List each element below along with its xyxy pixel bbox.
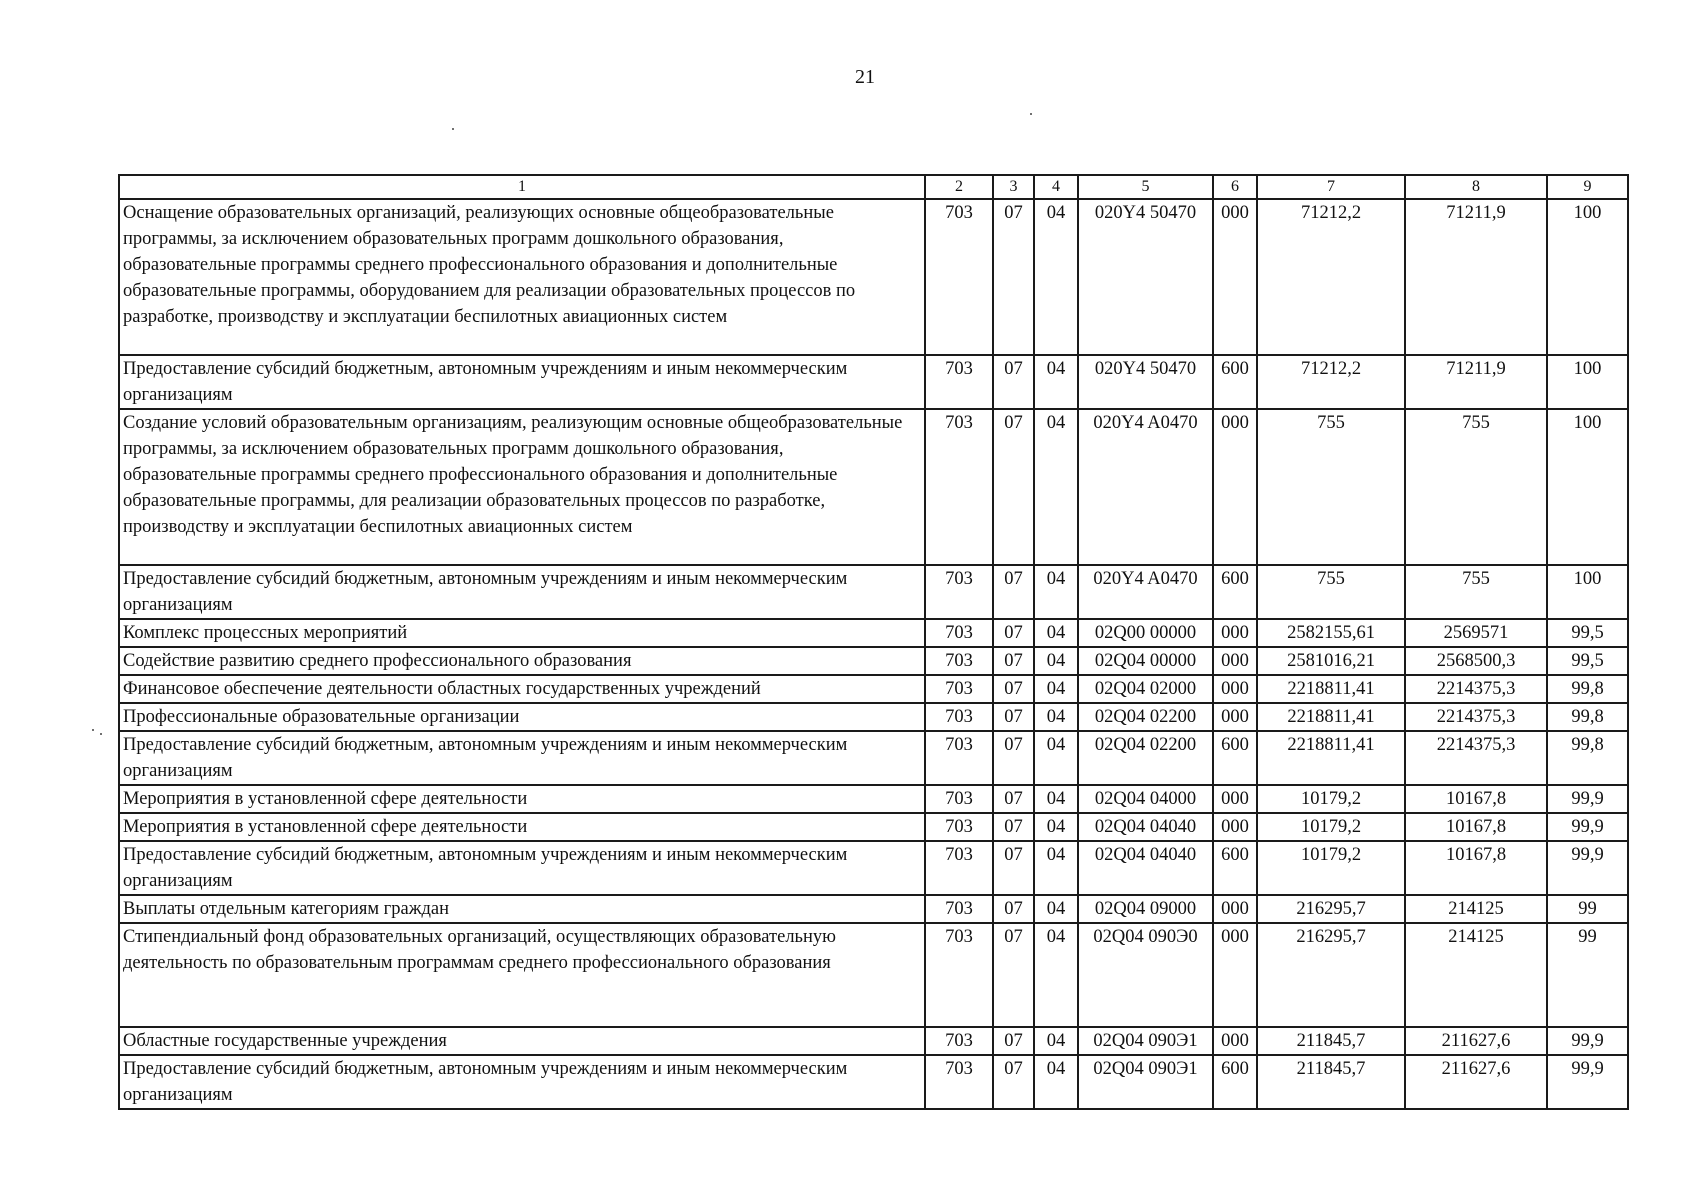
expense-type-cell: 600 (1213, 731, 1257, 785)
header-cell: 6 (1213, 175, 1257, 199)
executed-amount-cell: 10167,8 (1405, 841, 1547, 895)
section-cell: 07 (993, 895, 1034, 923)
executed-amount-cell: 71211,9 (1405, 355, 1547, 409)
target-article-cell: 02Q04 02000 (1078, 675, 1213, 703)
budget-table (118, 174, 1629, 1110)
table-row (119, 565, 1628, 619)
table-row (119, 675, 1628, 703)
header-cell: 2 (925, 175, 993, 199)
row-name-cell: Создание условий образовательным организациям, реализующим основные общеобразовательные программы, за исключением образовательных программ дошкольного образования, образовательные программы среднего профессионального образования и дополнительные образовательные программы, для реализации образовательных процессов по разработке, производству и эксплуатации беспилотных авиационных систем (119, 409, 925, 565)
subsection-cell: 04 (1034, 675, 1078, 703)
table-row (119, 199, 1628, 355)
header-cell: 8 (1405, 175, 1547, 199)
header-cell: 1 (119, 175, 925, 199)
row-name-cell: Выплаты отдельным категориям граждан (119, 895, 925, 923)
percent-cell: 99,9 (1547, 841, 1628, 895)
row-name-cell: Предоставление субсидий бюджетным, автономным учреждениям и иным некоммерческим организациям (119, 565, 925, 619)
planned-amount-cell: 10179,2 (1257, 813, 1405, 841)
row-name-cell: Профессиональные образовательные организации (119, 703, 925, 731)
target-article-cell: 02Q00 00000 (1078, 619, 1213, 647)
subsection-cell: 04 (1034, 355, 1078, 409)
section-cell: 07 (993, 813, 1034, 841)
code-cell: 703 (925, 1027, 993, 1055)
target-article-cell: 02Q04 090Э0 (1078, 923, 1213, 1027)
executed-amount-cell: 211627,6 (1405, 1055, 1547, 1109)
table-row (119, 923, 1628, 1027)
executed-amount-cell: 2214375,3 (1405, 731, 1547, 785)
header-cell: 9 (1547, 175, 1628, 199)
scan-speck (452, 128, 454, 130)
scan-speck (92, 729, 94, 731)
subsection-cell: 04 (1034, 409, 1078, 565)
subsection-cell: 04 (1034, 813, 1078, 841)
expense-type-cell: 600 (1213, 565, 1257, 619)
executed-amount-cell: 10167,8 (1405, 813, 1547, 841)
subsection-cell: 04 (1034, 895, 1078, 923)
expense-type-cell: 000 (1213, 619, 1257, 647)
section-cell: 07 (993, 565, 1034, 619)
executed-amount-cell: 10167,8 (1405, 785, 1547, 813)
subsection-cell: 04 (1034, 199, 1078, 355)
executed-amount-cell: 2214375,3 (1405, 675, 1547, 703)
table-row (119, 785, 1628, 813)
table-row (119, 841, 1628, 895)
section-cell: 07 (993, 1055, 1034, 1109)
code-cell: 703 (925, 355, 993, 409)
row-name-cell: Мероприятия в установленной сфере деятельности (119, 785, 925, 813)
header-cell: 3 (993, 175, 1034, 199)
code-cell: 703 (925, 785, 993, 813)
row-name-cell: Предоставление субсидий бюджетным, автономным учреждениям и иным некоммерческим организациям (119, 355, 925, 409)
row-name-cell: Содействие развитию среднего профессионального образования (119, 647, 925, 675)
subsection-cell: 04 (1034, 619, 1078, 647)
subsection-cell: 04 (1034, 1027, 1078, 1055)
percent-cell: 99,8 (1547, 731, 1628, 785)
subsection-cell: 04 (1034, 841, 1078, 895)
expense-type-cell: 000 (1213, 785, 1257, 813)
row-name-cell: Предоставление субсидий бюджетным, автономным учреждениям и иным некоммерческим организациям (119, 731, 925, 785)
planned-amount-cell: 211845,7 (1257, 1027, 1405, 1055)
section-cell: 07 (993, 785, 1034, 813)
subsection-cell: 04 (1034, 703, 1078, 731)
planned-amount-cell: 211845,7 (1257, 1055, 1405, 1109)
row-name-cell: Комплекс процессных мероприятий (119, 619, 925, 647)
header-cell: 7 (1257, 175, 1405, 199)
code-cell: 703 (925, 565, 993, 619)
target-article-cell: 020Y4 A0470 (1078, 565, 1213, 619)
scan-speck (1030, 113, 1032, 115)
subsection-cell: 04 (1034, 785, 1078, 813)
section-cell: 07 (993, 409, 1034, 565)
planned-amount-cell: 755 (1257, 565, 1405, 619)
section-cell: 07 (993, 355, 1034, 409)
planned-amount-cell: 216295,7 (1257, 895, 1405, 923)
row-name-cell: Стипендиальный фонд образовательных организаций, осуществляющих образовательную деятельность по образовательным программам среднего профессионального образования (119, 923, 925, 1027)
executed-amount-cell: 214125 (1405, 923, 1547, 1027)
target-article-cell: 02Q04 04040 (1078, 841, 1213, 895)
expense-type-cell: 600 (1213, 841, 1257, 895)
table-row (119, 355, 1628, 409)
percent-cell: 99 (1547, 923, 1628, 1027)
header-cell: 4 (1034, 175, 1078, 199)
section-cell: 07 (993, 619, 1034, 647)
target-article-cell: 02Q04 04040 (1078, 813, 1213, 841)
row-name-cell: Оснащение образовательных организаций, реализующих основные общеобразовательные программы, за исключением образовательных программ дошкольного образования, образовательные программы среднего профессионального образования и дополнительные образовательные программы, оборудованием для реализации образовательных процессов по разработке, производству и эксплуатации беспилотных авиационных систем (119, 199, 925, 355)
row-name-cell: Областные государственные учреждения (119, 1027, 925, 1055)
executed-amount-cell: 755 (1405, 409, 1547, 565)
table-row (119, 409, 1628, 565)
executed-amount-cell: 2569571 (1405, 619, 1547, 647)
expense-type-cell: 000 (1213, 813, 1257, 841)
subsection-cell: 04 (1034, 565, 1078, 619)
target-article-cell: 02Q04 09000 (1078, 895, 1213, 923)
row-name-cell: Предоставление субсидий бюджетным, автономным учреждениям и иным некоммерческим организациям (119, 841, 925, 895)
expense-type-cell: 600 (1213, 1055, 1257, 1109)
percent-cell: 100 (1547, 355, 1628, 409)
table-row (119, 619, 1628, 647)
table-row (119, 1055, 1628, 1109)
percent-cell: 99,9 (1547, 1055, 1628, 1109)
table-row (119, 647, 1628, 675)
section-cell: 07 (993, 703, 1034, 731)
code-cell: 703 (925, 703, 993, 731)
target-article-cell: 02Q04 00000 (1078, 647, 1213, 675)
expense-type-cell: 000 (1213, 1027, 1257, 1055)
code-cell: 703 (925, 409, 993, 565)
expense-type-cell: 000 (1213, 675, 1257, 703)
expense-type-cell: 000 (1213, 199, 1257, 355)
subsection-cell: 04 (1034, 647, 1078, 675)
table-row (119, 703, 1628, 731)
executed-amount-cell: 214125 (1405, 895, 1547, 923)
page-number: 21 (855, 66, 875, 88)
code-cell: 703 (925, 675, 993, 703)
planned-amount-cell: 2582155,61 (1257, 619, 1405, 647)
code-cell: 703 (925, 731, 993, 785)
executed-amount-cell: 211627,6 (1405, 1027, 1547, 1055)
percent-cell: 100 (1547, 199, 1628, 355)
planned-amount-cell: 2218811,41 (1257, 703, 1405, 731)
section-cell: 07 (993, 731, 1034, 785)
code-cell: 703 (925, 923, 993, 1027)
percent-cell: 100 (1547, 565, 1628, 619)
section-cell: 07 (993, 1027, 1034, 1055)
code-cell: 703 (925, 841, 993, 895)
executed-amount-cell: 755 (1405, 565, 1547, 619)
target-article-cell: 020Y4 50470 (1078, 355, 1213, 409)
planned-amount-cell: 755 (1257, 409, 1405, 565)
table-row (119, 1027, 1628, 1055)
section-cell: 07 (993, 647, 1034, 675)
table-row (119, 731, 1628, 785)
percent-cell: 99,8 (1547, 675, 1628, 703)
expense-type-cell: 600 (1213, 355, 1257, 409)
planned-amount-cell: 10179,2 (1257, 785, 1405, 813)
code-cell: 703 (925, 895, 993, 923)
target-article-cell: 02Q04 090Э1 (1078, 1055, 1213, 1109)
row-name-cell: Финансовое обеспечение деятельности областных государственных учреждений (119, 675, 925, 703)
code-cell: 703 (925, 1055, 993, 1109)
expense-type-cell: 000 (1213, 923, 1257, 1027)
executed-amount-cell: 71211,9 (1405, 199, 1547, 355)
planned-amount-cell: 2218811,41 (1257, 731, 1405, 785)
section-cell: 07 (993, 199, 1034, 355)
row-name-cell: Предоставление субсидий бюджетным, автономным учреждениям и иным некоммерческим организациям (119, 1055, 925, 1109)
percent-cell: 99,5 (1547, 647, 1628, 675)
executed-amount-cell: 2214375,3 (1405, 703, 1547, 731)
percent-cell: 100 (1547, 409, 1628, 565)
expense-type-cell: 000 (1213, 895, 1257, 923)
target-article-cell: 02Q04 04000 (1078, 785, 1213, 813)
percent-cell: 99,5 (1547, 619, 1628, 647)
planned-amount-cell: 71212,2 (1257, 355, 1405, 409)
row-name-cell: Мероприятия в установленной сфере деятельности (119, 813, 925, 841)
table-header-row (119, 175, 1628, 199)
target-article-cell: 020Y4 A0470 (1078, 409, 1213, 565)
percent-cell: 99,8 (1547, 703, 1628, 731)
code-cell: 703 (925, 199, 993, 355)
section-cell: 07 (993, 675, 1034, 703)
percent-cell: 99,9 (1547, 785, 1628, 813)
target-article-cell: 020Y4 50470 (1078, 199, 1213, 355)
planned-amount-cell: 2581016,21 (1257, 647, 1405, 675)
table-row (119, 895, 1628, 923)
percent-cell: 99,9 (1547, 813, 1628, 841)
table-row (119, 813, 1628, 841)
section-cell: 07 (993, 923, 1034, 1027)
code-cell: 703 (925, 813, 993, 841)
percent-cell: 99,9 (1547, 1027, 1628, 1055)
expense-type-cell: 000 (1213, 647, 1257, 675)
target-article-cell: 02Q04 090Э1 (1078, 1027, 1213, 1055)
scan-speck (100, 733, 102, 735)
subsection-cell: 04 (1034, 1055, 1078, 1109)
header-cell: 5 (1078, 175, 1213, 199)
code-cell: 703 (925, 619, 993, 647)
section-cell: 07 (993, 841, 1034, 895)
planned-amount-cell: 216295,7 (1257, 923, 1405, 1027)
planned-amount-cell: 71212,2 (1257, 199, 1405, 355)
subsection-cell: 04 (1034, 923, 1078, 1027)
target-article-cell: 02Q04 02200 (1078, 731, 1213, 785)
planned-amount-cell: 2218811,41 (1257, 675, 1405, 703)
percent-cell: 99 (1547, 895, 1628, 923)
executed-amount-cell: 2568500,3 (1405, 647, 1547, 675)
expense-type-cell: 000 (1213, 409, 1257, 565)
target-article-cell: 02Q04 02200 (1078, 703, 1213, 731)
subsection-cell: 04 (1034, 731, 1078, 785)
planned-amount-cell: 10179,2 (1257, 841, 1405, 895)
code-cell: 703 (925, 647, 993, 675)
expense-type-cell: 000 (1213, 703, 1257, 731)
